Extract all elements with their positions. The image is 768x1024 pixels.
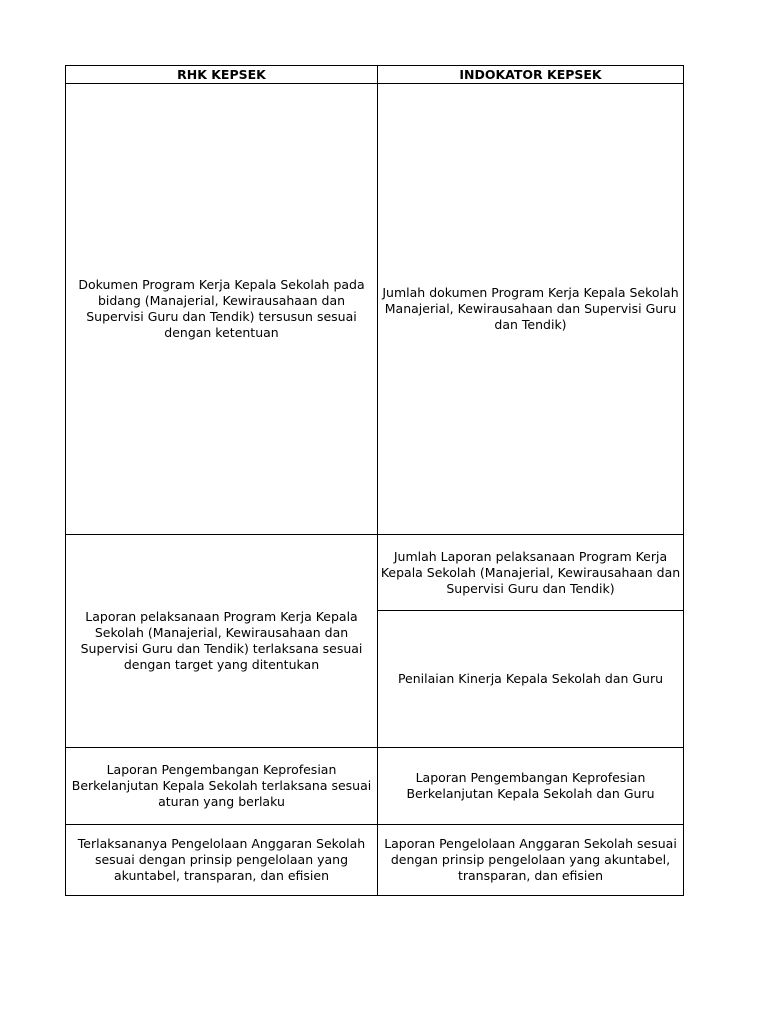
table-row: [66, 748, 684, 825]
rhk-cell: Dokumen Program Kerja Kepala Sekolah pada bidang (Manajerial, Kewirausahaan dan Supervisi Guru dan Tendik) tersusun sesuai dengan ketentuan: [66, 84, 378, 535]
rhk-cell: Terlaksananya Pengelolaan Anggaran Sekolah sesuai dengan prinsip pengelolaan yang akuntabel, transparan, dan efisien: [66, 825, 378, 896]
header-rhk-kepsek: RHK KEPSEK: [66, 66, 378, 84]
header-indikator-kepsek: INDOKATOR KEPSEK: [378, 66, 684, 84]
table-row: [66, 84, 684, 535]
table-row: [66, 825, 684, 896]
rhk-cell: Laporan Pengembangan Keprofesian Berkelanjutan Kepala Sekolah terlaksana sesuai aturan yang berlaku: [66, 748, 378, 825]
indikator-cell: Laporan Pengelolaan Anggaran Sekolah sesuai dengan prinsip pengelolaan yang akuntabel, transparan, dan efisien: [378, 825, 684, 896]
indikator-cell: Laporan Pengembangan Keprofesian Berkelanjutan Kepala Sekolah dan Guru: [378, 748, 684, 825]
indikator-cell: Penilaian Kinerja Kepala Sekolah dan Guru: [378, 611, 684, 748]
rhk-cell: Laporan pelaksanaan Program Kerja Kepala Sekolah (Manajerial, Kewirausahaan dan Supervisi Guru dan Tendik) terlaksana sesuai dengan target yang ditentukan: [66, 535, 378, 748]
indikator-cell: Jumlah dokumen Program Kerja Kepala Sekolah Manajerial, Kewirausahaan dan Supervisi Guru dan Tendik): [378, 84, 684, 535]
table-row: [66, 535, 684, 611]
indikator-cell: Jumlah Laporan pelaksanaan Program Kerja Kepala Sekolah (Manajerial, Kewirausahaan dan Supervisi Guru dan Tendik): [378, 535, 684, 611]
table-header-row: [66, 66, 684, 84]
rhk-indikator-table: [65, 65, 684, 896]
